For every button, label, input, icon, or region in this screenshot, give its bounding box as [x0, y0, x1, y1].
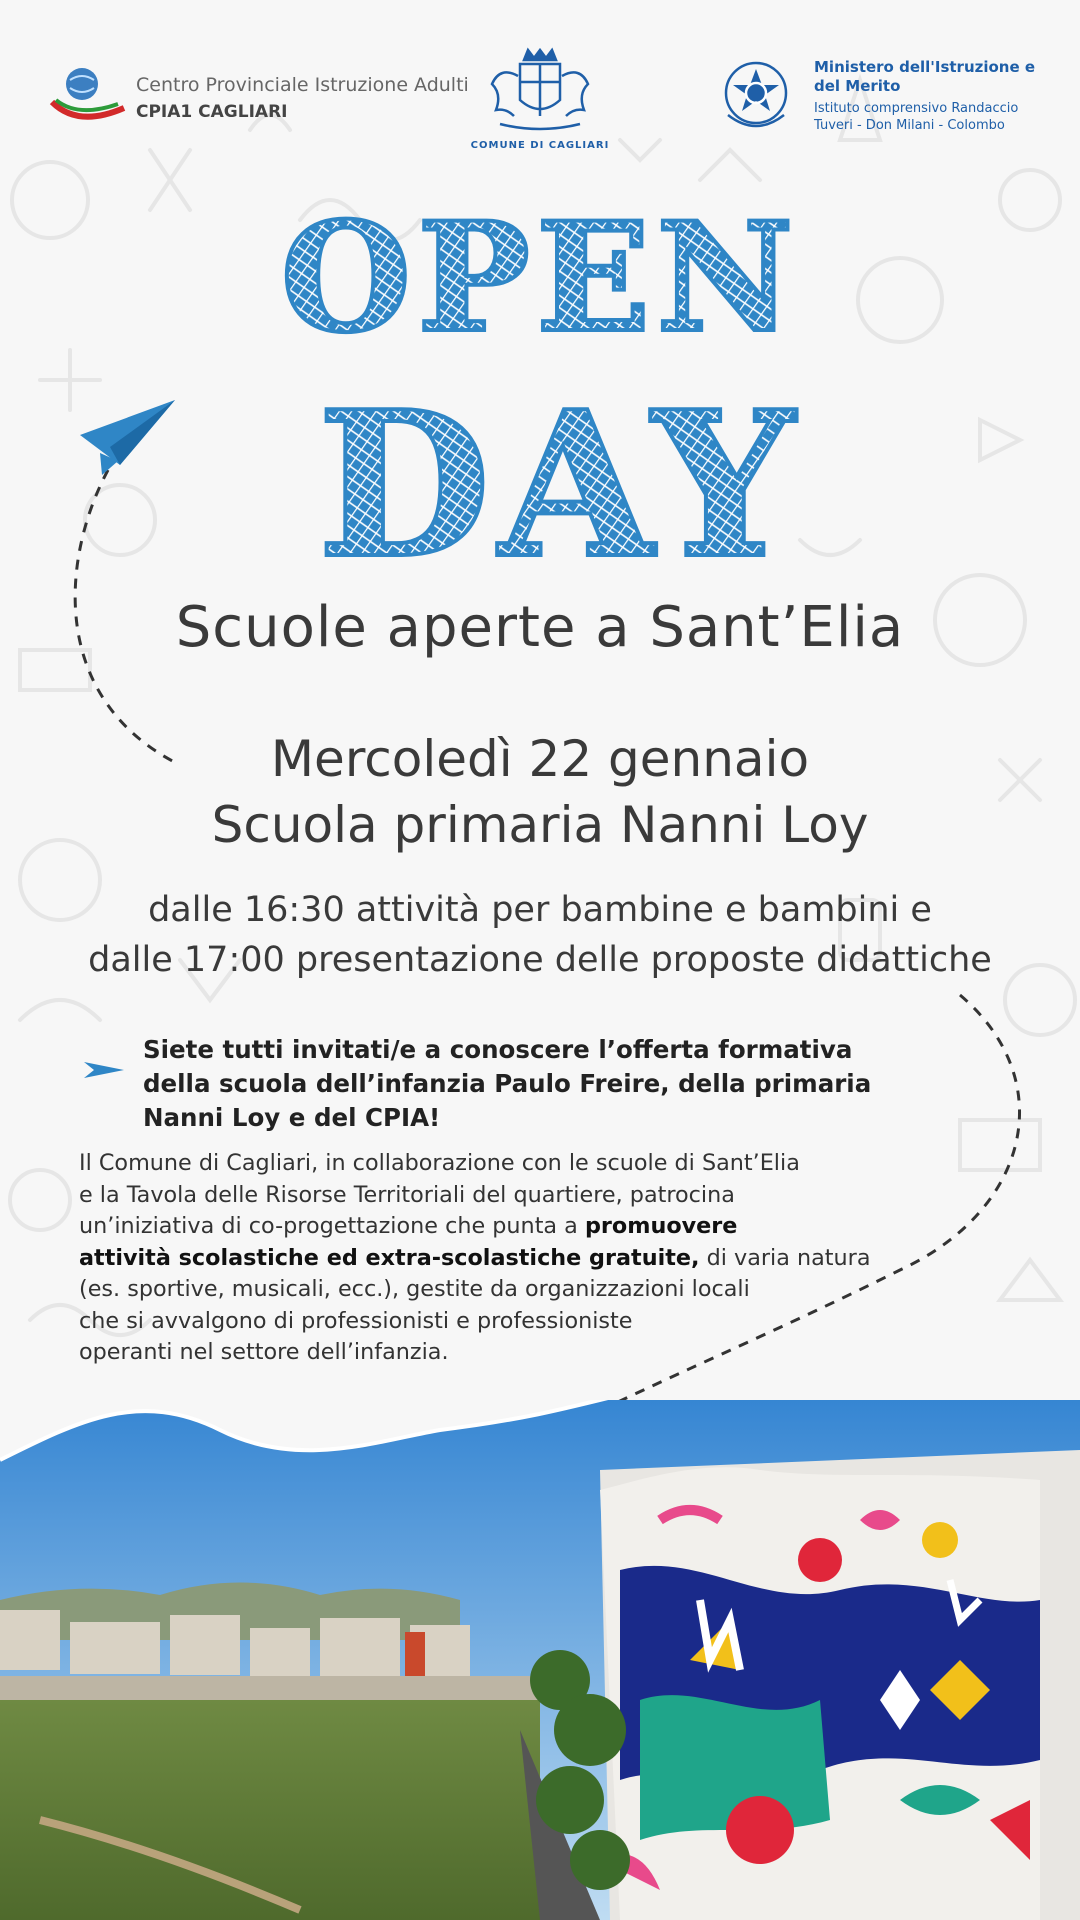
invite-line2: della scuola dell’infanzia Paulo Freire, della primaria [143, 1069, 872, 1098]
description-line5: (es. sportive, musicali, ecc.), gestite da organizzazioni locali [79, 1276, 750, 1302]
istituto-line1: Istituto comprensivo Randaccio [814, 101, 1019, 116]
header [0, 0, 1080, 170]
ministero-line1: Ministero dell'Istruzione e [814, 58, 1036, 76]
istituto-line2: Tuveri - Don Milani - Colombo [814, 118, 1005, 133]
event-time-activities: dalle 16:30 attività per bambine e bambini e [148, 890, 932, 930]
description-line3 [79, 1211, 959, 1243]
description-line7: operanti nel settore dell’infanzia. [79, 1339, 449, 1365]
event-school: Scuola primaria Nanni Loy [211, 796, 869, 854]
cpia-name [136, 74, 469, 122]
invite-message [143, 1033, 943, 1135]
ministero-line2: del Merito [814, 77, 901, 95]
event-date: Mercoledì 22 gennaio [270, 730, 810, 788]
small-plane-arrow-icon [82, 1058, 126, 1082]
description-line4-plain: di varia natura [699, 1244, 871, 1271]
title-line2: DAY [317, 368, 803, 595]
cpia-short-name: CPIA1 CAGLIARI [136, 102, 288, 122]
description-line1: Il Comune di Cagliari, in collaborazione con le scuole di Sant’Elia [79, 1150, 800, 1176]
invite-line3: Nanni Loy e del CPIA! [143, 1103, 441, 1132]
city-crest-icon [480, 46, 600, 134]
open-day-title [0, 215, 1080, 595]
description-line2: e la Tavola delle Risorse Territoriali del quartiere, patrocina [79, 1181, 735, 1208]
description-line6: che si avvalgono di professionisti e professioniste [79, 1307, 633, 1334]
subtitle: Scuole aperte a Sant’Elia [175, 595, 905, 660]
ministero-name [814, 58, 1035, 134]
paper-plane-icon [80, 400, 175, 475]
description-line3-bold: promuovere [584, 1213, 738, 1239]
comune-label: COMUNE DI CAGLIARI [470, 140, 610, 151]
neighborhood-photo [0, 1400, 1080, 1920]
comune-logo [465, 46, 615, 152]
invite-line1: Siete tutti invitati/e a conoscere l’offerta formativa [143, 1035, 853, 1064]
description-line4-bold: attività scolastiche ed extra-scolastiche gratuite, [79, 1244, 700, 1271]
cpia-full-name: Centro Provinciale Istruzione Adulti [136, 74, 469, 96]
republic-emblem-icon [718, 55, 794, 135]
description-paragraph [79, 1148, 959, 1369]
event-time-presentation: dalle 17:00 presentazione delle proposte didattiche [88, 940, 992, 980]
title-line1: OPEN [280, 215, 800, 366]
globe-icon [48, 66, 128, 126]
description-line4 [79, 1243, 959, 1275]
description-line3-plain: un’iniziativa di co-progettazione che punta a [79, 1213, 585, 1239]
